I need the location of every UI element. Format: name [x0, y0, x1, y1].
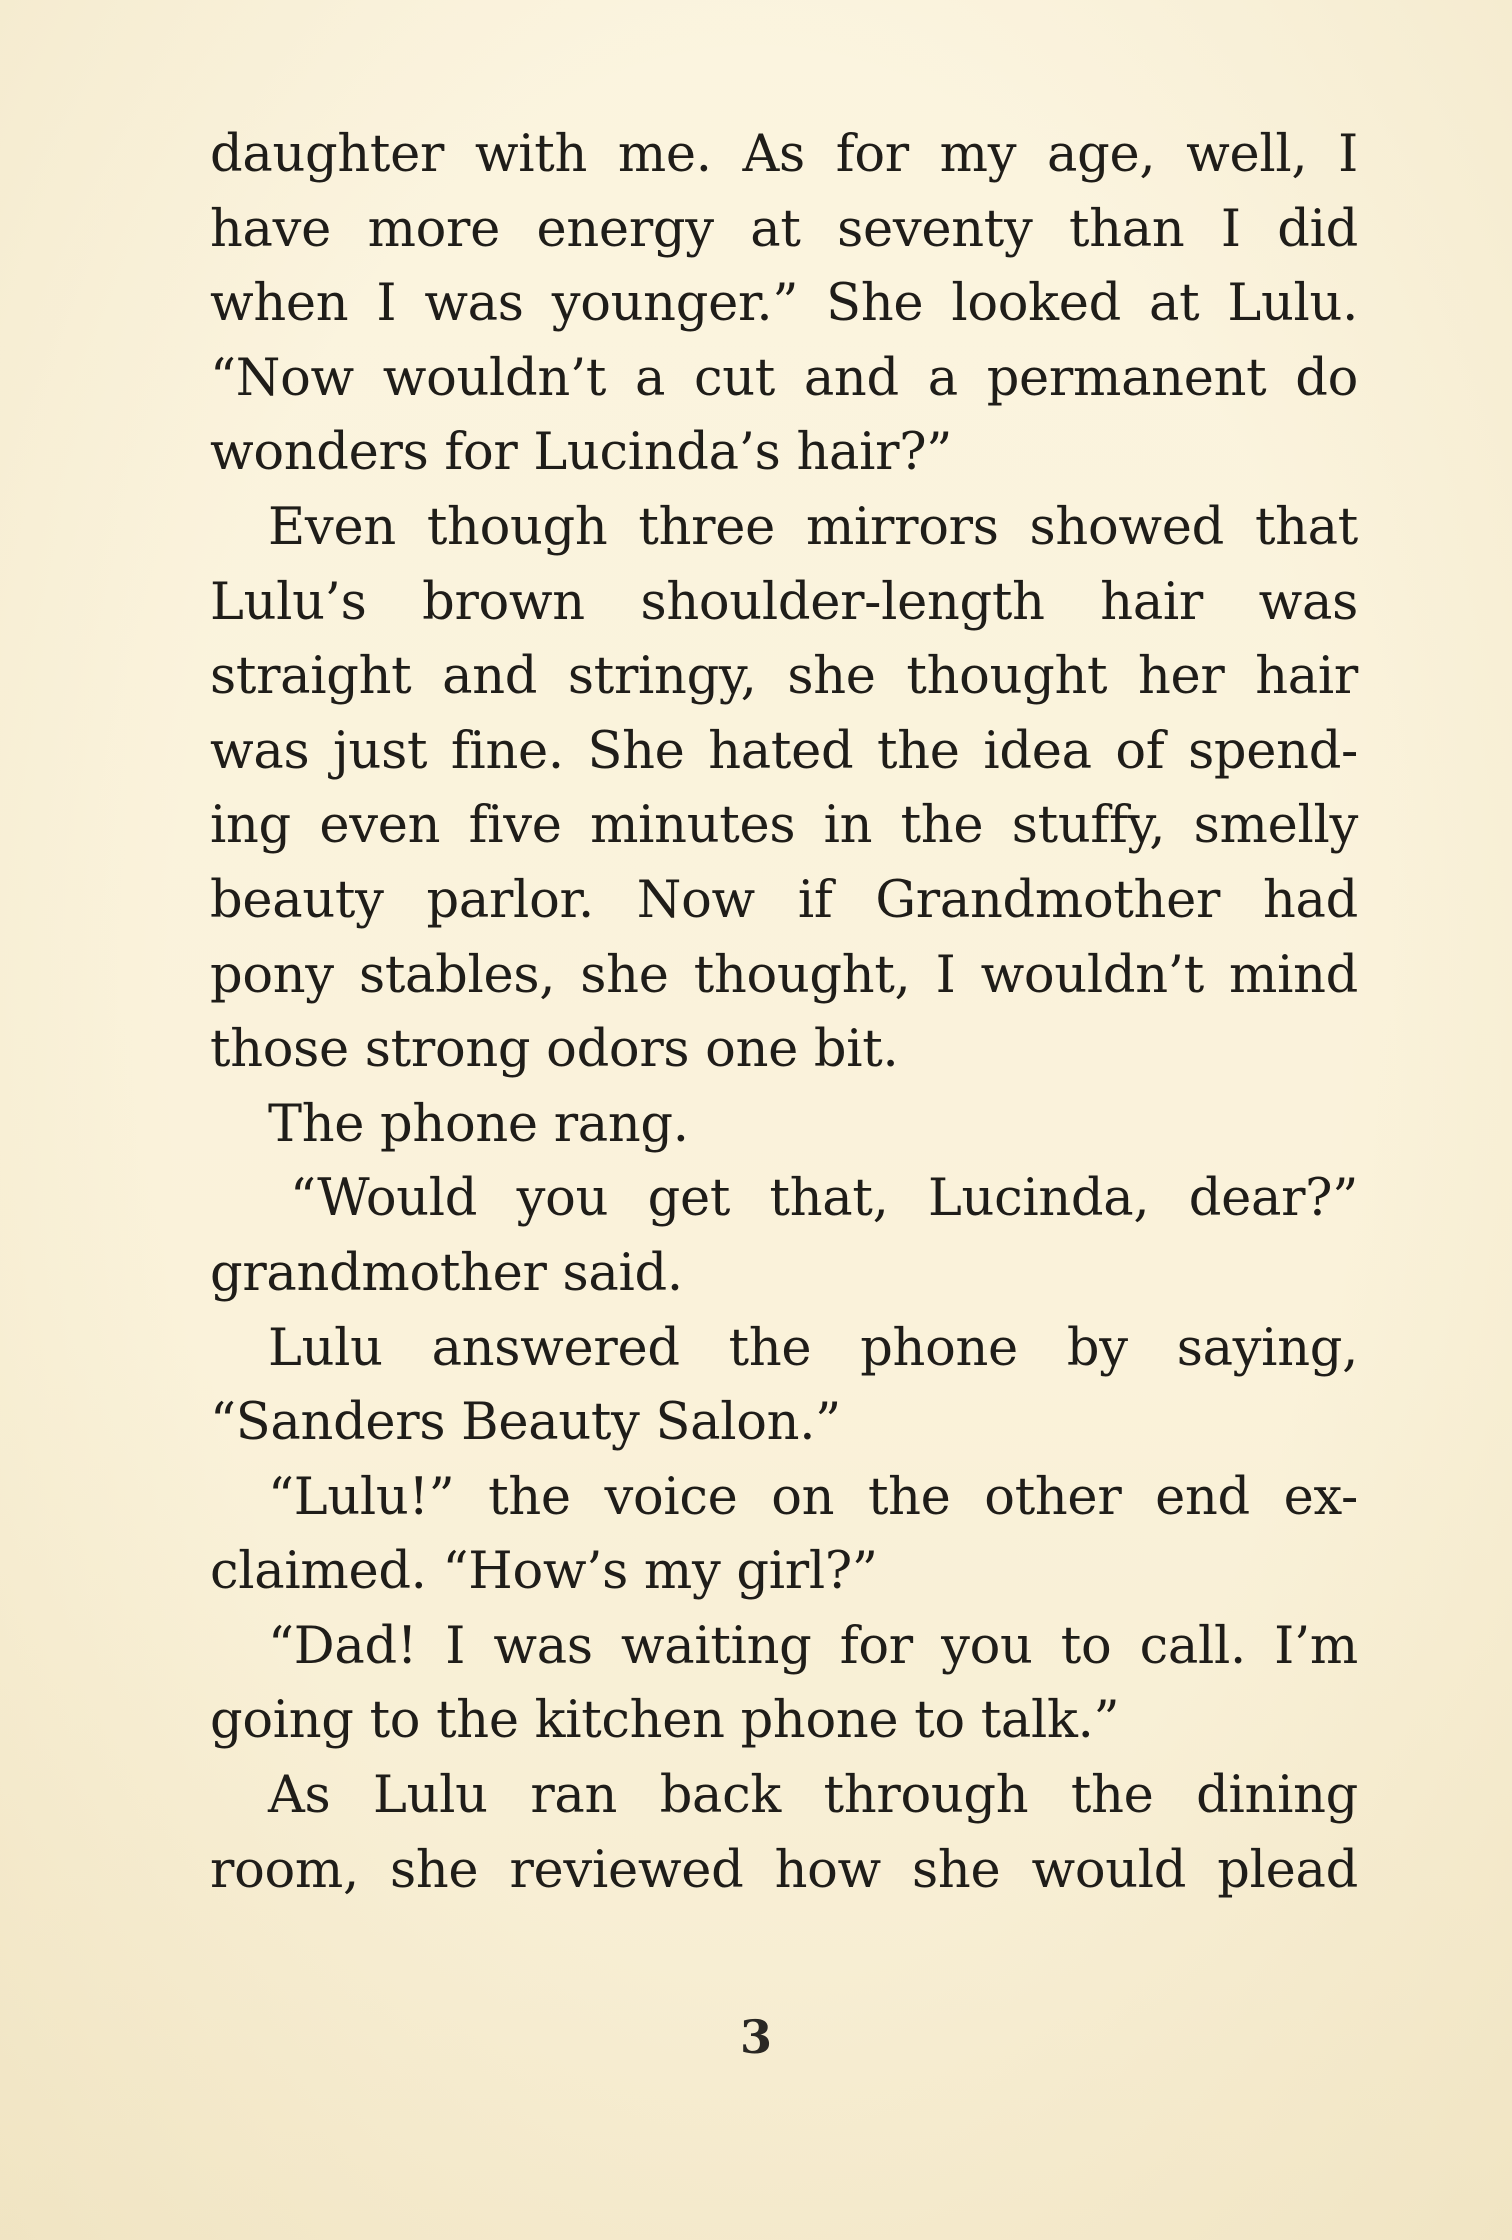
text-line: As Lulu ran back through the dining — [268, 1766, 1358, 1826]
text-line: “Now wouldn’t a cut and a permanent do — [210, 348, 1358, 408]
text-line: those strong odors one bit. — [210, 1020, 899, 1080]
text-line: Even though three mirrors showed that — [268, 497, 1358, 557]
text-line: beauty parlor. Now if Grandmother had — [210, 870, 1358, 930]
text-line: Lulu’s brown shoulder-length hair was — [210, 572, 1358, 632]
text-line: when I was younger.” She looked at Lulu. — [210, 274, 1358, 334]
body-text — [210, 118, 1358, 1908]
page-number: 3 — [739, 2010, 772, 2064]
text-line: ing even five minutes in the stuffy, smelly — [210, 796, 1358, 856]
text-line: “Lulu!” the voice on the other end ex- — [268, 1467, 1358, 1527]
text-line: “Dad! I was waiting for you to call. I’m — [268, 1616, 1358, 1676]
text-line: The phone rang. — [268, 1094, 689, 1154]
text-line: have more energy at seventy than I did — [210, 199, 1358, 259]
text-line: straight and stringy, she thought her hair — [210, 647, 1358, 707]
text-line: Lulu answered the phone by saying, — [268, 1318, 1358, 1378]
text-line: daughter with me. As for my age, well, I — [210, 125, 1358, 184]
text-line: room, she reviewed how she would plead — [210, 1840, 1358, 1900]
text-line: grandmother said. — [210, 1243, 683, 1303]
text-line: was just fine. She hated the idea of spend- — [210, 721, 1358, 781]
text-line: “Sanders Beauty Salon.” — [210, 1393, 841, 1453]
text-line: wonders for Lucinda’s hair?” — [210, 423, 953, 483]
text-line: pony stables, she thought, I wouldn’t mind — [210, 945, 1358, 1005]
text-line: claimed. “How’s my girl?” — [210, 1542, 878, 1602]
text-line: “Would you get that, Lucinda, dear?” — [290, 1169, 1358, 1229]
text-line: going to the kitchen phone to talk.” — [210, 1691, 1120, 1751]
